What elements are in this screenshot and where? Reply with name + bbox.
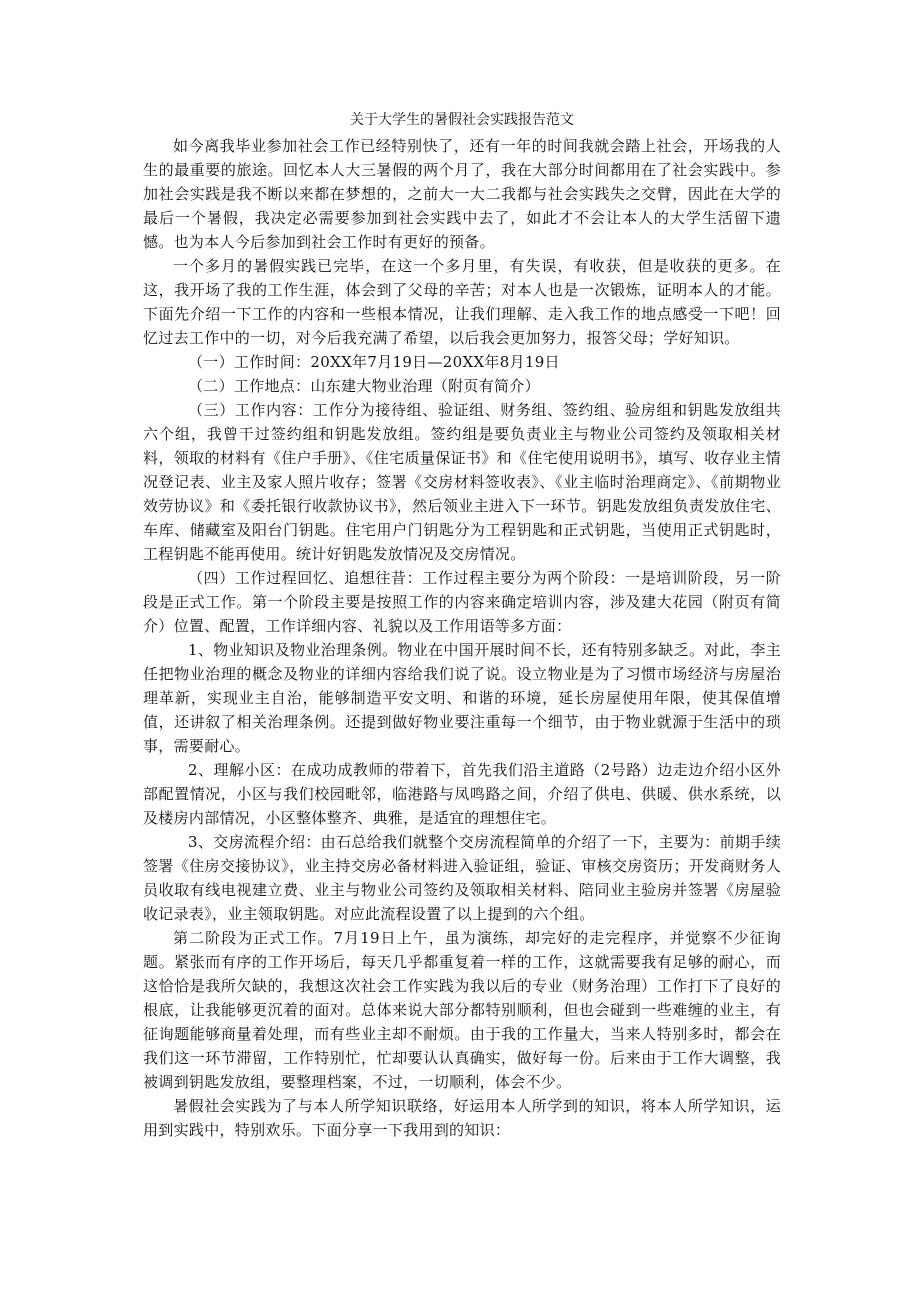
paragraph-second-stage: 第二阶段为正式工作。7月19日上午，虽为演练，却完好的走完程序，并觉察不少征询题。紧张而有序的工作开场后，每天几乎都重复着一样的工作，这就需要我有足够的耐心，而这恰恰是我所欠缺的，我想这次社会工作实践为我以后的专业（财务治理）工作打下了良好的根底，让我能够更沉着的面对。总体来说大部分都特别顺利，但也会碰到一些难缠的业主，有征询题能够商量着处理，而有些业主却不耐烦。由于我的工作量大，当来人特别多时，都会在我们这一环节滞留，工作特别忙，忙却要认认真确实，做好每一份。后来由于工作大调整，我被调到钥匙发放组，要整理档案，不过，一切顺利，体会不少。: [143, 929, 781, 1091]
document-body: [143, 110, 781, 1142]
training-item-1: 1、物业知识及物业治理条例。物业在中国开展时间不长，还有特别多缺乏。对此，李主任把物业治理的概念及物业的详细内容给我们说了说。设立物业是为了习惯市场经济与房屋治理革新，实现业主自治，能够制造平安文明、和谐的环境，延长房屋使用年限，使其保值增值，还讲叙了相关治理条例。还提到做好物业要注重每一个细节，由于物业就源于生活中的琐事，需要耐心。: [143, 641, 781, 755]
work-time-line: （一）工作时间：20XX年7月19日—20XX年8月19日: [188, 353, 560, 371]
paragraph-knowledge: 暑假社会实践为了与本人所学知识联络，好运用本人所学到的知识，将本人所学知识，运用到实践中，特别欢乐。下面分享一下我用到的知识：: [143, 1097, 781, 1139]
work-location-line: （二）工作地点：山东建大物业治理（附页有简介）: [188, 377, 540, 395]
paragraph-summary: 一个多月的暑假实践已完毕，在这一个多月里，有失误，有收获，但是收获的更多。在这，我开场了我的工作生涯，体会到了父母的辛苦；对本人也是一次锻炼，证明本人的才能。下面先介绍一下工作的内容和一些根本情况，让我们理解、走入我工作的地点感受一下吧！回忆过去工作中的一切，对今后我充满了希望，以后我会更加努力，报答父母；学好知识。: [143, 257, 781, 347]
paragraph-intro: 如今离我毕业参加社会工作已经特别快了，还有一年的时间我就会踏上社会，开场我的人生的最重要的旅途。回忆本人大三暑假的两个月了，我在大部分时间都用在了社会实践中。参加社会实践是我不断以来都在梦想的，之前大一大二我都与社会实践失之交臂，因此在大学的最后一个暑假，我决定必需要参加到社会实践中去了，如此才不会让本人的大学生活留下遗憾。也为本人今后参加到社会工作时有更好的预备。: [143, 137, 781, 251]
document-title: 关于大学生的暑假社会实践报告范文: [350, 112, 574, 128]
training-item-2: 2、理解小区：在成功成教师的带着下，首先我们沿主道路（2号路）边走边介绍小区外部配置情况，小区与我们校园毗邻，临港路与凤鸣路之间，介绍了供电、供暖、供水系统，以及楼房内部情况，小区整体整齐、典雅，是适宜的理想住宅。: [143, 761, 781, 827]
training-item-3: 3、交房流程介绍：由石总给我们就整个交房流程简单的介绍了一下，主要为：前期手续签署《住房交接协议》，业主持交房必备材料进入验证组，验证、审核交房资历；开发商财务人员收取有线电视建立费、业主与物业公司签约及领取相关材料、陪同业主验房并签署《房屋验收记录表》，业主领取钥匙。对应此流程设置了以上提到的六个组。: [143, 833, 781, 923]
work-process-paragraph: （四）工作过程回忆、追想往昔：工作过程主要分为两个阶段：一是培训阶段，另一阶段是正式工作。第一个阶段主要是按照工作的内容来确定培训内容，涉及建大花园（附页有简介）位置、配置，工作详细内容、礼貌以及工作用语等多方面：: [143, 569, 781, 635]
work-content-paragraph: （三）工作内容：工作分为接待组、验证组、财务组、签约组、验房组和钥匙发放组共六个组，我曾干过签约组和钥匙发放组。签约组是要负责业主与物业公司签约及领取相关材料，领取的材料有《住户手册》、《住宅质量保证书》和《住宅使用说明书》，填写、收存业主情况登记表、业主及家人照片收存；签署《交房材料签收表》、《业主临时治理商定》、《前期物业效劳协议》和《委托银行收款协议书》，然后领业主进入下一环节。钥匙发放组负责发放住宅、车库、储藏室及阳台门钥匙。住宅用户门钥匙分为工程钥匙和正式钥匙，当使用正式钥匙时，工程钥匙不能再使用。统计好钥匙发放情况及交房情况。: [143, 401, 781, 563]
